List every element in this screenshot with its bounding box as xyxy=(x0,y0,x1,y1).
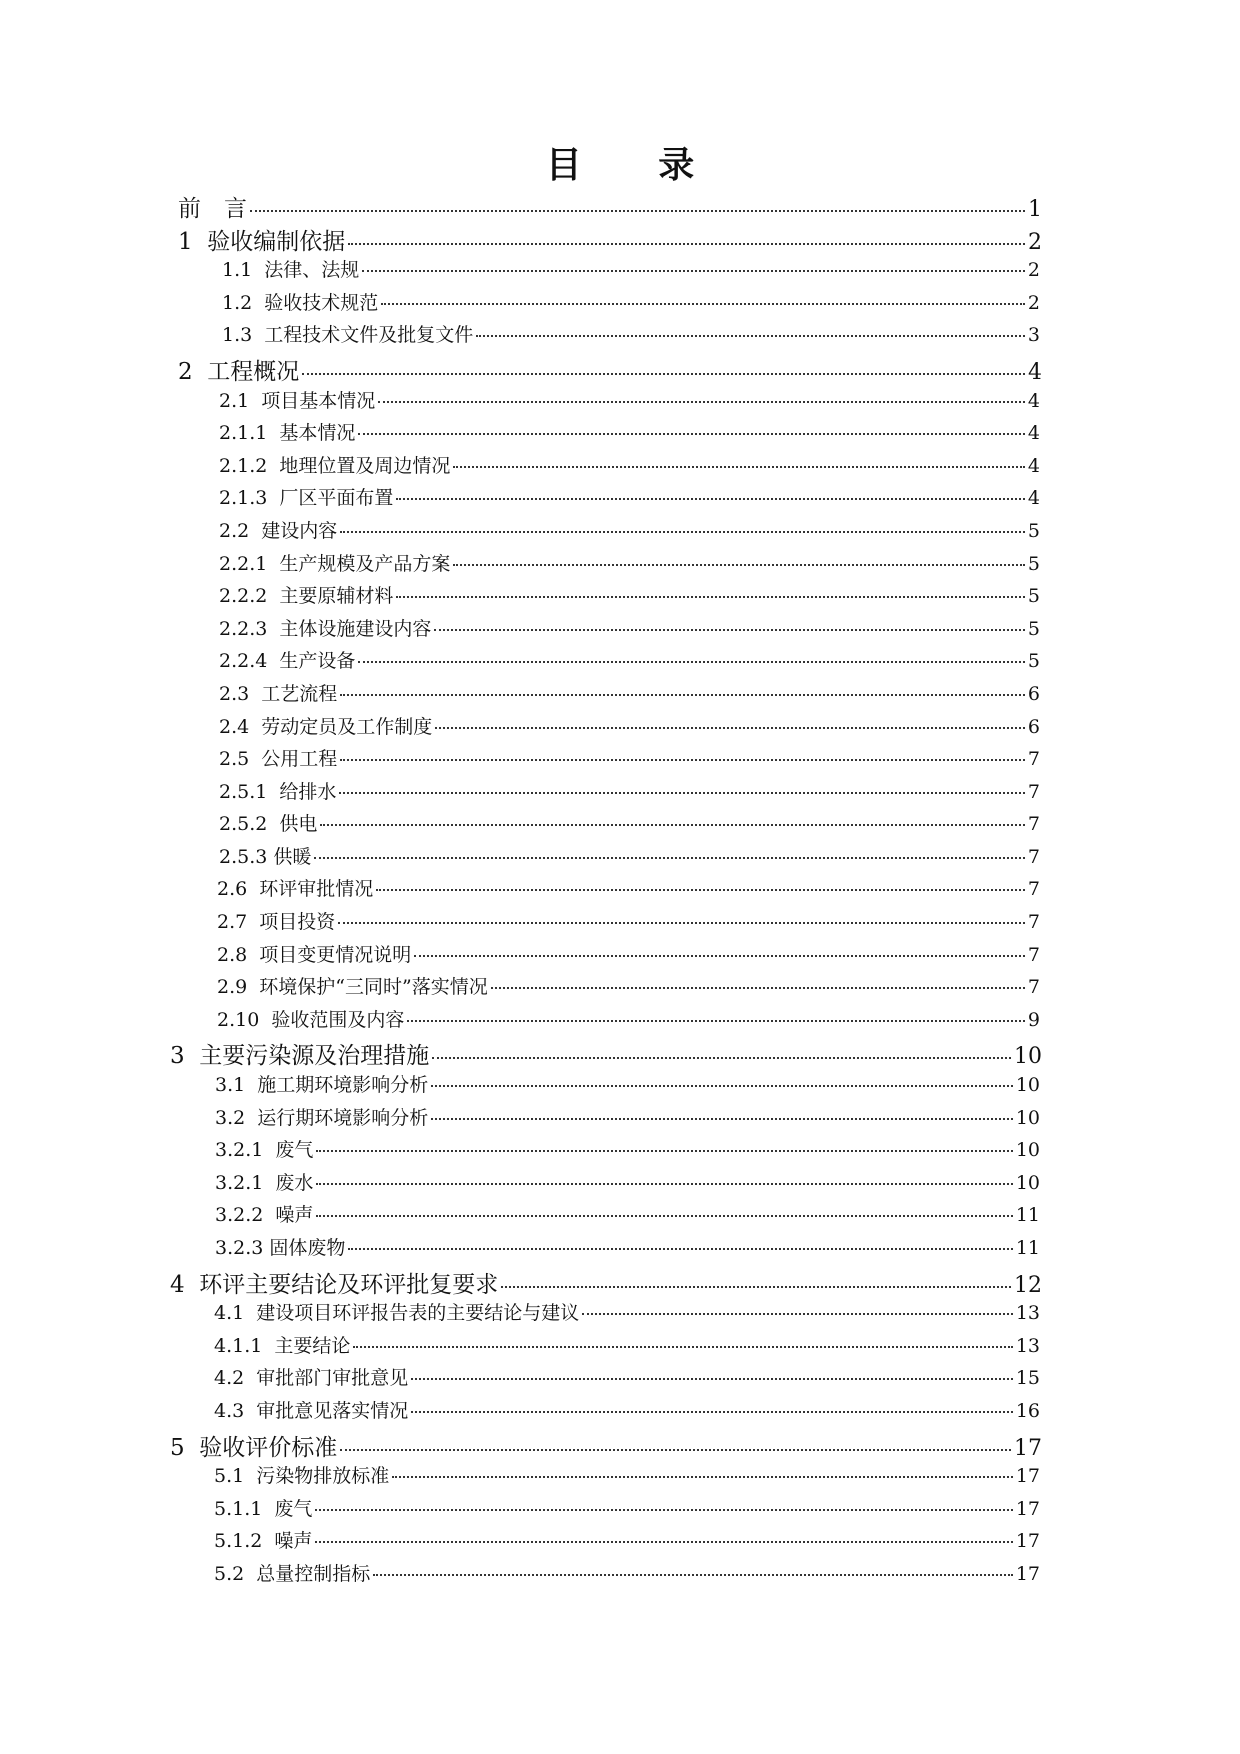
toc-entry-label: 1.2 验收技术规范 xyxy=(222,291,379,314)
dot-leader xyxy=(316,1215,1012,1217)
dot-leader xyxy=(315,1541,1012,1543)
toc-section-entry[interactable] xyxy=(0,320,1240,353)
toc-entry-label: 3.2 运行期环境影响分析 xyxy=(215,1106,429,1129)
toc-section-entry[interactable] xyxy=(0,679,1240,712)
toc-page-number: 13 xyxy=(1015,1302,1040,1325)
toc-entry-label: 2.3 工艺流程 xyxy=(219,682,338,705)
toc-chapter-entry[interactable] xyxy=(0,1037,1240,1070)
toc-section-entry[interactable] xyxy=(0,1559,1240,1592)
toc-section-entry[interactable] xyxy=(0,1363,1240,1396)
toc-entry-label: 2.2.3 主体设施建设内容 xyxy=(219,617,432,640)
toc-section-entry[interactable] xyxy=(0,1233,1240,1266)
dot-leader xyxy=(396,498,1024,500)
toc-entry-label: 3 主要污染源及治理措施 xyxy=(170,1043,430,1070)
dot-leader xyxy=(432,1057,1011,1059)
toc-section-entry[interactable] xyxy=(0,1461,1240,1494)
toc-section-entry[interactable] xyxy=(0,1526,1240,1559)
toc-section-entry[interactable] xyxy=(0,744,1240,777)
toc-page-number: 10 xyxy=(1014,1044,1042,1070)
toc-section-entry[interactable] xyxy=(0,581,1240,614)
dot-leader xyxy=(358,433,1024,435)
dot-leader xyxy=(373,1574,1013,1576)
dot-leader xyxy=(376,889,1025,891)
toc-entry-label: 2.1.1 基本情况 xyxy=(219,422,356,445)
toc-entry-label: 2.2.1 生产规模及产品方案 xyxy=(219,552,451,575)
dot-leader xyxy=(339,792,1024,794)
dot-leader xyxy=(348,1248,1012,1250)
toc-page-number: 9 xyxy=(1027,1008,1040,1031)
toc-page-number: 10 xyxy=(1015,1139,1040,1162)
toc-page-number: 4 xyxy=(1027,389,1040,412)
toc-entry-label: 2.5 公用工程 xyxy=(219,748,338,771)
toc-section-entry[interactable] xyxy=(0,874,1240,907)
toc-page-number: 7 xyxy=(1027,878,1040,901)
toc-section-entry[interactable] xyxy=(0,842,1240,875)
toc-entry-label: 2.5.3 供暖 xyxy=(219,845,312,868)
toc-page-number: 11 xyxy=(1015,1204,1040,1227)
toc-page-number: 12 xyxy=(1014,1272,1042,1298)
toc-page-number: 17 xyxy=(1015,1465,1040,1488)
dot-leader xyxy=(338,922,1025,924)
toc-entry-label: 5.2 总量控制指标 xyxy=(214,1562,371,1585)
toc-section-entry[interactable] xyxy=(0,972,1240,1005)
toc-section-entry[interactable] xyxy=(0,386,1240,419)
dot-leader xyxy=(435,727,1025,729)
toc-section-entry[interactable] xyxy=(0,1396,1240,1429)
toc-page-number: 10 xyxy=(1015,1171,1040,1194)
dot-leader xyxy=(392,1476,1013,1478)
toc-entry-label: 2.5.2 供电 xyxy=(219,813,318,836)
toc-page-number: 2 xyxy=(1027,291,1040,314)
toc-page-number: 4 xyxy=(1028,359,1042,385)
toc-section-entry[interactable] xyxy=(0,451,1240,484)
toc-section-entry[interactable] xyxy=(0,1070,1240,1103)
toc-page-number: 10 xyxy=(1015,1074,1040,1097)
toc-entry-label: 1.3 工程技术文件及批复文件 xyxy=(222,324,474,347)
dot-leader xyxy=(340,531,1025,533)
toc-entry-label: 3.2.3 固体废物 xyxy=(215,1237,346,1259)
dot-leader xyxy=(582,1313,1013,1315)
toc-entry-label: 2.10 验收范围及内容 xyxy=(217,1008,405,1031)
toc-chapter-entry[interactable] xyxy=(0,1429,1240,1462)
dot-leader xyxy=(353,1346,1012,1348)
toc-page-number: 7 xyxy=(1027,813,1040,836)
toc-entry-label: 4.3 审批意见落实情况 xyxy=(214,1399,409,1422)
toc-page-number: 2 xyxy=(1028,229,1042,255)
toc-page-number: 13 xyxy=(1015,1334,1040,1357)
toc-page-number: 11 xyxy=(1015,1237,1040,1259)
toc-page-number: 7 xyxy=(1027,911,1040,934)
toc-entry-label: 4 环评主要结论及环评批复要求 xyxy=(170,1271,499,1298)
toc-page-number: 17 xyxy=(1014,1435,1042,1461)
toc-page-number: 7 xyxy=(1027,780,1040,803)
dot-leader xyxy=(431,1085,1013,1087)
dot-leader xyxy=(340,694,1025,696)
toc-chapter-entry[interactable] xyxy=(0,190,1240,223)
toc-entry-label: 5 验收评价标准 xyxy=(170,1434,338,1461)
toc-page-number: 1 xyxy=(1028,197,1042,222)
dot-leader xyxy=(302,373,1025,375)
toc-section-entry[interactable] xyxy=(0,777,1240,810)
toc-section-entry[interactable] xyxy=(0,1005,1240,1038)
dot-leader xyxy=(414,955,1025,957)
toc-entry-label: 2.7 项目投资 xyxy=(217,911,336,934)
dot-leader xyxy=(411,1378,1013,1380)
toc-entry-label: 2.5.1 给排水 xyxy=(219,780,337,803)
dot-leader xyxy=(340,1449,1011,1451)
toc-page-number: 7 xyxy=(1027,748,1040,771)
toc-page-number: 3 xyxy=(1027,324,1040,347)
dot-leader xyxy=(315,1509,1012,1511)
toc-entry-label: 2.1 项目基本情况 xyxy=(219,389,376,412)
toc-page-number: 10 xyxy=(1015,1106,1040,1129)
dot-leader xyxy=(396,596,1024,598)
toc-page-number: 7 xyxy=(1027,976,1040,999)
toc-entry-label: 5.1.2 噪声 xyxy=(214,1530,313,1553)
toc-entry-label: 3.1 施工期环境影响分析 xyxy=(215,1074,429,1097)
toc-entry-label: 4.2 审批部门审批意见 xyxy=(214,1367,409,1390)
toc-entry-label: 4.1 建设项目环评报告表的主要结论与建议 xyxy=(214,1302,580,1325)
toc-page-number: 17 xyxy=(1015,1497,1040,1520)
toc-section-entry[interactable] xyxy=(0,1200,1240,1233)
dot-leader xyxy=(358,661,1024,663)
toc-section-entry[interactable] xyxy=(0,1298,1240,1331)
toc-entry-label: 2.2 建设内容 xyxy=(219,519,338,542)
toc-page-number: 2 xyxy=(1027,259,1040,282)
toc-section-entry[interactable] xyxy=(0,614,1240,647)
toc-chapter-entry[interactable] xyxy=(0,223,1240,256)
toc-page-number: 5 xyxy=(1027,585,1040,608)
dot-leader xyxy=(411,1411,1013,1413)
toc-section-entry[interactable] xyxy=(0,516,1240,549)
toc-page-number: 5 xyxy=(1027,617,1040,640)
toc-page-number: 4 xyxy=(1027,422,1040,445)
toc-entry-label: 3.2.1 废气 xyxy=(215,1139,314,1162)
toc-page-number: 4 xyxy=(1027,487,1040,510)
toc-entry-label: 4.1.1 主要结论 xyxy=(214,1334,351,1357)
toc-entry-label: 2.9 环境保护“三同时”落实情况 xyxy=(217,976,488,999)
toc-page-number: 5 xyxy=(1027,552,1040,575)
toc-page-number: 7 xyxy=(1027,943,1040,966)
dot-leader xyxy=(314,857,1025,859)
page-title: 目 录 xyxy=(545,144,727,186)
dot-leader xyxy=(434,629,1024,631)
toc-entry-label: 3.2.1 废水 xyxy=(215,1171,314,1194)
toc-page-number: 17 xyxy=(1015,1530,1040,1553)
toc-entry-label: 1.1 法律、法规 xyxy=(222,259,360,282)
toc-page-number: 5 xyxy=(1027,519,1040,542)
dot-leader xyxy=(476,335,1025,337)
toc-section-entry[interactable] xyxy=(0,418,1240,451)
dot-leader xyxy=(378,401,1025,403)
toc-section-entry[interactable] xyxy=(0,1168,1240,1201)
toc-section-entry[interactable] xyxy=(0,1331,1240,1364)
toc-entry-label: 5.1.1 废气 xyxy=(214,1497,313,1520)
dot-leader xyxy=(501,1286,1011,1288)
toc-section-entry[interactable] xyxy=(0,255,1240,288)
toc-entry-label: 5.1 污染物排放标准 xyxy=(214,1465,390,1488)
dot-leader xyxy=(407,1020,1025,1022)
toc-page-number: 4 xyxy=(1027,454,1040,477)
dot-leader xyxy=(340,759,1025,761)
toc-entry-label: 2.2.4 生产设备 xyxy=(219,650,356,673)
toc-page-number: 5 xyxy=(1027,650,1040,673)
toc-entry-label: 3.2.2 噪声 xyxy=(215,1204,314,1227)
toc-page-number: 15 xyxy=(1015,1367,1040,1390)
toc-page-number: 17 xyxy=(1015,1562,1040,1585)
dot-leader xyxy=(362,270,1025,272)
toc-entry-label: 2.6 环评审批情况 xyxy=(217,878,374,901)
toc-section-entry[interactable] xyxy=(0,712,1240,745)
toc-section-entry[interactable] xyxy=(0,907,1240,940)
toc-entry-label: 2.2.2 主要原辅材料 xyxy=(219,585,394,608)
dot-leader xyxy=(453,564,1024,566)
toc-entry-label: 1 验收编制依据 xyxy=(178,228,346,255)
dot-leader xyxy=(453,466,1024,468)
toc-section-entry[interactable] xyxy=(0,940,1240,973)
dot-leader xyxy=(320,824,1024,826)
toc-section-entry[interactable] xyxy=(0,483,1240,516)
toc-page-number: 16 xyxy=(1015,1399,1040,1422)
toc-chapter-entry[interactable] xyxy=(0,1266,1240,1299)
toc-entry-label: 2.1.3 厂区平面布置 xyxy=(219,487,394,510)
dot-leader xyxy=(348,243,1025,245)
dot-leader xyxy=(250,210,1025,212)
dot-leader xyxy=(491,987,1025,989)
dot-leader xyxy=(316,1183,1012,1185)
toc-entry-label: 2.4 劳动定员及工作制度 xyxy=(219,715,433,738)
toc-page-number: 6 xyxy=(1027,715,1040,738)
dot-leader xyxy=(381,303,1025,305)
dot-leader xyxy=(316,1150,1012,1152)
toc-entry-label: 2.1.2 地理位置及周边情况 xyxy=(219,454,451,477)
toc-section-entry[interactable] xyxy=(0,1135,1240,1168)
toc-page-number: 7 xyxy=(1027,845,1040,868)
toc-section-entry[interactable] xyxy=(0,809,1240,842)
toc-section-entry[interactable] xyxy=(0,288,1240,321)
dot-leader xyxy=(431,1118,1013,1120)
toc-entry-label: 2.8 项目变更情况说明 xyxy=(217,943,412,966)
toc-section-entry[interactable] xyxy=(0,1494,1240,1527)
toc-page-number: 6 xyxy=(1027,682,1040,705)
table-of-contents xyxy=(0,190,1240,1592)
toc-entry-label: 前 言 xyxy=(178,196,247,222)
toc-chapter-entry[interactable] xyxy=(0,353,1240,386)
toc-section-entry[interactable] xyxy=(0,549,1240,582)
toc-entry-label: 2 工程概况 xyxy=(178,358,300,385)
toc-section-entry[interactable] xyxy=(0,1103,1240,1136)
toc-section-entry[interactable] xyxy=(0,646,1240,679)
